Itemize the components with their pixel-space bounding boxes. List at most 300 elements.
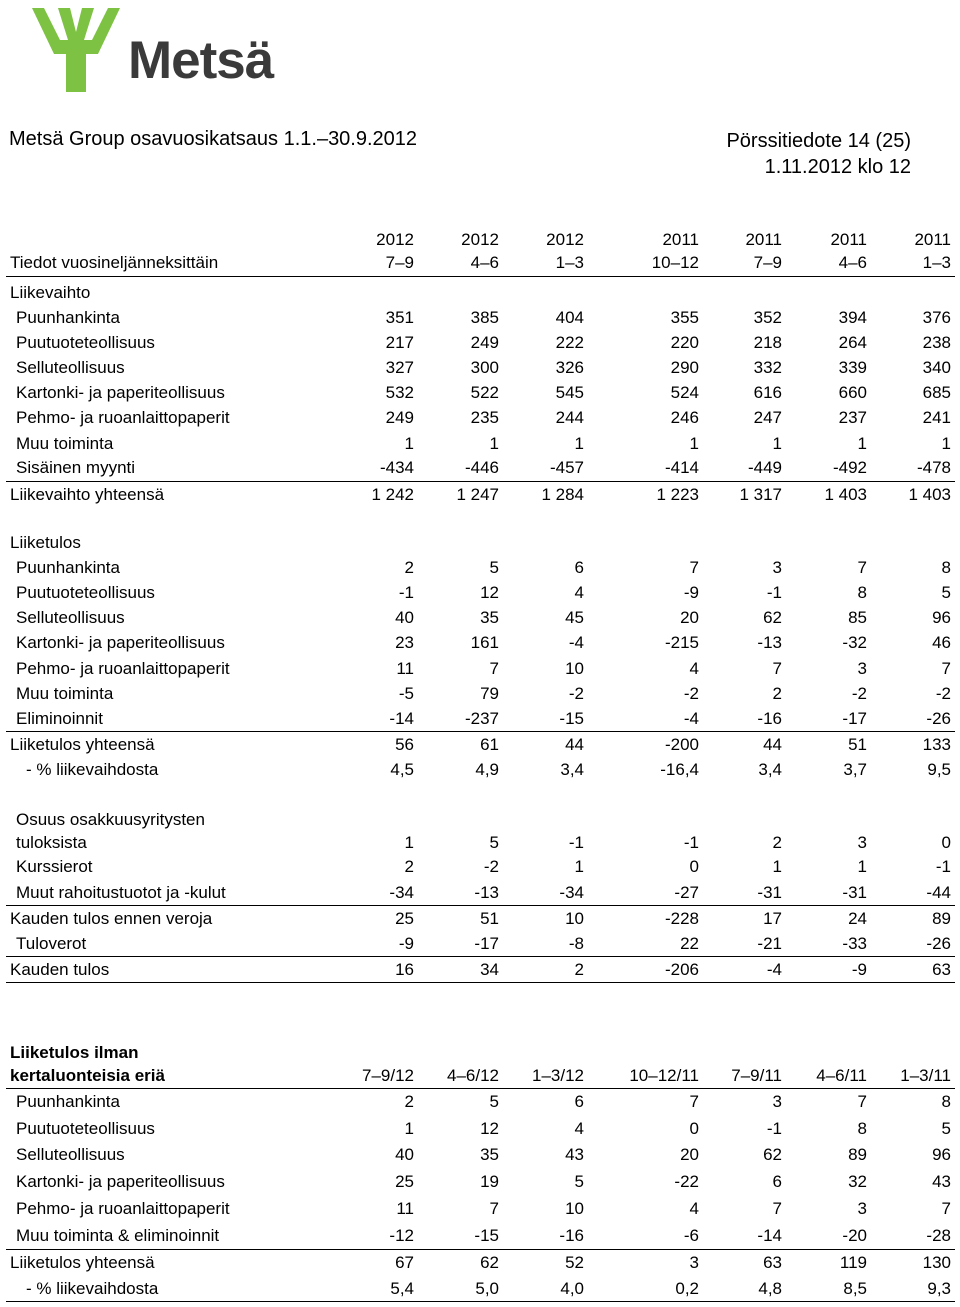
row-label: Pehmo- ja ruoanlaittopaperit — [16, 658, 230, 678]
value-cell: 246 — [670, 408, 699, 428]
value-cell: 4,8 — [703, 1276, 786, 1301]
section-row — [6, 530, 955, 555]
value-cell: 1 — [941, 433, 951, 453]
column-quarter: 4–6 — [470, 252, 499, 272]
table-row — [6, 330, 955, 355]
value-cell: 4 — [574, 583, 584, 603]
table-row — [6, 1169, 955, 1196]
value-cell: 0 — [689, 857, 699, 877]
value-cell: 3 — [857, 832, 867, 852]
value-cell: 7 — [857, 557, 867, 577]
table-row — [6, 606, 955, 631]
value-cell: 22 — [588, 932, 703, 957]
row-label: Eliminoinnit — [6, 706, 334, 731]
value-cell: 0 — [689, 1118, 699, 1138]
value-cell: 4,0 — [503, 1276, 588, 1301]
table-title-line: kertaluonteisia eriä — [10, 1066, 165, 1085]
value-cell: 5 — [489, 557, 499, 577]
value-cell: 1 — [857, 857, 867, 877]
column-year: 2011 — [745, 229, 782, 249]
table-row — [6, 656, 955, 681]
value-cell: 16 — [334, 957, 418, 983]
value-cell: 34 — [418, 957, 503, 983]
row-label: Muu toiminta — [16, 683, 114, 703]
value-cell: 9,3 — [871, 1276, 955, 1301]
row-label: Selluteollisuus — [16, 608, 125, 628]
value-cell: -2 — [483, 857, 499, 877]
value-cell: 7 — [689, 557, 699, 577]
value-cell: 235 — [470, 408, 499, 428]
value-cell: -1 — [398, 583, 414, 603]
value-cell: -28 — [871, 1222, 955, 1249]
value-cell: 1 — [489, 433, 499, 453]
value-cell: -2 — [683, 683, 699, 703]
row-label: Selluteollisuus — [16, 357, 125, 377]
value-cell: 133 — [922, 734, 951, 754]
value-cell: -21 — [703, 932, 786, 957]
value-cell: 3 — [857, 1199, 867, 1219]
value-cell: 7 — [489, 658, 499, 678]
value-cell: 332 — [753, 357, 782, 377]
table-row — [6, 1222, 955, 1249]
value-cell: 7 — [689, 1092, 699, 1112]
value-cell: 44 — [763, 734, 782, 754]
table-row — [6, 706, 955, 731]
table-title: Tiedot vuosineljänneksittäin — [6, 227, 334, 276]
value-cell: -492 — [786, 456, 871, 481]
value-cell: 1 — [404, 433, 414, 453]
value-cell: 23 — [395, 633, 414, 653]
value-cell: 5,4 — [334, 1276, 418, 1301]
logo-wordmark: Metsä — [128, 31, 274, 90]
spacer-cell — [6, 782, 955, 804]
value-cell: -414 — [588, 456, 703, 481]
release-info — [711, 128, 911, 180]
value-cell: 46 — [932, 633, 951, 653]
value-cell: 300 — [470, 357, 499, 377]
row-label-line: Osuus osakkuusyritysten — [16, 809, 205, 829]
value-cell: -449 — [703, 456, 786, 481]
value-cell: 7 — [772, 658, 782, 678]
column-quarter: 7–9 — [753, 252, 782, 272]
value-cell: 12 — [480, 583, 499, 603]
value-cell: -14 — [703, 1222, 786, 1249]
value-cell: 62 — [763, 608, 782, 628]
value-cell: -44 — [871, 881, 955, 906]
value-cell: 10 — [565, 658, 584, 678]
value-cell: 1 — [857, 433, 867, 453]
value-cell: -31 — [786, 881, 871, 906]
value-cell: 51 — [480, 908, 499, 928]
value-cell: -34 — [503, 881, 588, 906]
table-row — [6, 456, 955, 481]
value-cell: 62 — [480, 1253, 499, 1273]
column-year: 2012 — [546, 229, 584, 249]
column-quarter: 1–3 — [922, 252, 951, 272]
value-cell: 5 — [574, 1172, 584, 1192]
row-label: Kartonki- ja paperiteollisuus — [16, 383, 225, 403]
value-cell: 660 — [838, 383, 867, 403]
value-cell: -9 — [683, 583, 699, 603]
column-header: 4–6/11 — [786, 1041, 871, 1089]
value-cell: 7 — [941, 1199, 951, 1219]
value-cell: 96 — [932, 608, 951, 628]
row-label: Kauden tulos — [6, 957, 334, 983]
value-cell: 685 — [922, 383, 951, 403]
row-label: Muut rahoitustuotot ja -kulut — [6, 881, 334, 906]
value-cell: 11 — [396, 658, 414, 678]
value-cell: 12 — [480, 1118, 499, 1138]
value-cell: -1 — [683, 832, 699, 852]
value-cell: -13 — [418, 881, 503, 906]
column-year: 2011 — [662, 229, 699, 249]
value-cell: -2 — [851, 683, 867, 703]
value-cell: 264 — [838, 332, 867, 352]
document-title: Metsä Group osavuosikatsaus 1.1.–30.9.2012 — [9, 128, 418, 150]
value-cell: -22 — [674, 1172, 699, 1192]
table-row — [6, 881, 955, 906]
section-row — [6, 280, 955, 305]
value-cell: 11 — [396, 1199, 414, 1219]
value-cell: 1 403 — [824, 485, 867, 505]
value-cell: 3 — [857, 658, 867, 678]
value-cell: 1 — [404, 1118, 414, 1138]
value-cell: -1 — [766, 1118, 782, 1138]
table-title — [6, 1041, 334, 1089]
column-year: 2012 — [376, 229, 414, 249]
value-cell: 4,9 — [475, 759, 499, 779]
row-label: Kurssierot — [16, 857, 93, 877]
row-label: - % liikevaihdosta — [26, 759, 159, 779]
table-row — [6, 681, 955, 706]
row-label: Muu toiminta — [16, 433, 114, 453]
value-cell: 376 — [922, 307, 951, 327]
value-cell: 3,7 — [843, 759, 867, 779]
table-row — [6, 1249, 955, 1276]
column-year: 2011 — [830, 229, 867, 249]
column-header: 7–9/12 — [334, 1041, 418, 1089]
value-cell: -4 — [588, 706, 703, 731]
value-cell: -2 — [935, 683, 951, 703]
row-label — [6, 804, 334, 854]
row-label: Puunhankinta — [16, 1092, 120, 1112]
table-row — [6, 758, 955, 782]
value-cell: -215 — [664, 633, 699, 653]
spacer-row — [6, 782, 955, 804]
value-cell: 35 — [480, 608, 499, 628]
row-label: Sisäinen myynti — [6, 456, 334, 481]
value-cell: 119 — [839, 1253, 867, 1273]
row-label-line: tuloksista — [16, 832, 87, 852]
table-row — [6, 854, 955, 881]
value-cell: 2 — [503, 957, 588, 983]
value-cell: 1 — [574, 433, 584, 453]
release-number: Pörssitiedote 14 (25) — [726, 130, 911, 152]
row-label: Kartonki- ja paperiteollisuus — [16, 633, 225, 653]
value-cell: 218 — [753, 332, 782, 352]
value-cell: 9,5 — [927, 759, 951, 779]
value-cell: 44 — [565, 734, 584, 754]
value-cell: 385 — [470, 307, 499, 327]
value-cell: 222 — [555, 332, 584, 352]
row-label: Pehmo- ja ruoanlaittopaperit — [16, 1199, 230, 1219]
row-label: Puutuoteteollisuus — [16, 583, 155, 603]
column-header — [418, 227, 503, 276]
value-cell: 24 — [848, 908, 867, 928]
value-cell: -237 — [418, 706, 503, 731]
value-cell: -434 — [334, 456, 418, 481]
row-label: Selluteollisuus — [16, 1145, 125, 1165]
operating-result-excl-items-table — [6, 1041, 955, 1302]
moose-antler-logo-icon — [28, 4, 124, 96]
value-cell: 56 — [395, 734, 414, 754]
spacer-row — [6, 508, 955, 530]
value-cell: 8 — [941, 1092, 951, 1112]
value-cell: 7 — [941, 658, 951, 678]
value-cell: 1 317 — [739, 485, 782, 505]
value-cell: -26 — [871, 706, 955, 731]
value-cell: 532 — [385, 383, 414, 403]
value-cell: 3 — [772, 1092, 782, 1112]
value-cell: -16 — [703, 706, 786, 731]
section-title: Liiketulos — [10, 532, 81, 552]
table-row — [6, 1115, 955, 1142]
value-cell: 237 — [838, 408, 867, 428]
value-cell: 89 — [848, 1145, 867, 1165]
value-cell: 1 242 — [371, 485, 414, 505]
value-cell: 63 — [763, 1253, 782, 1273]
value-cell: 85 — [848, 608, 867, 628]
value-cell: 5 — [941, 1118, 951, 1138]
value-cell: -31 — [703, 881, 786, 906]
table-row — [6, 555, 955, 580]
value-cell: 8 — [857, 583, 867, 603]
value-cell: 220 — [670, 332, 699, 352]
value-cell: -12 — [334, 1222, 418, 1249]
value-cell: -5 — [398, 683, 414, 703]
column-header: 4–6/12 — [418, 1041, 503, 1089]
value-cell: 7 — [857, 1092, 867, 1112]
value-cell: -32 — [842, 633, 867, 653]
value-cell: -17 — [786, 706, 871, 731]
value-cell: 1 403 — [908, 485, 951, 505]
row-label: Liiketulos yhteensä — [10, 1253, 155, 1273]
value-cell: -33 — [786, 932, 871, 957]
value-cell: -16,4 — [660, 759, 699, 779]
column-quarter: 10–12 — [651, 252, 699, 272]
value-cell: -34 — [334, 881, 418, 906]
value-cell: 25 — [395, 1172, 414, 1192]
value-cell: 5 — [941, 583, 951, 603]
value-cell: 35 — [480, 1145, 499, 1165]
table-row — [6, 957, 955, 983]
row-label: Muu toiminta & eliminoinnit — [6, 1222, 334, 1249]
column-header: 7–9/11 — [703, 1041, 786, 1089]
metsa-logo — [28, 4, 274, 96]
value-cell: 241 — [922, 408, 951, 428]
table-row — [6, 431, 955, 456]
table-title-line: Liiketulos ilman — [10, 1043, 139, 1062]
value-cell: 8 — [941, 557, 951, 577]
release-date: 1.11.2012 klo 12 — [764, 156, 911, 178]
value-cell: -15 — [503, 706, 588, 731]
value-cell: 238 — [922, 332, 951, 352]
value-cell: -14 — [334, 706, 418, 731]
row-label: - % liikevaihdosta — [6, 1276, 334, 1301]
value-cell: 4 — [689, 1199, 699, 1219]
column-header — [786, 227, 871, 276]
value-cell: 290 — [670, 357, 699, 377]
value-cell: 19 — [480, 1172, 499, 1192]
value-cell: 3 — [772, 557, 782, 577]
section-title: Liikevaihto — [10, 282, 91, 302]
value-cell: 67 — [395, 1253, 414, 1273]
value-cell: -26 — [871, 932, 955, 957]
value-cell: 1 247 — [456, 485, 499, 505]
value-cell: 247 — [753, 408, 782, 428]
value-cell: 8 — [857, 1118, 867, 1138]
value-cell: 6 — [574, 557, 584, 577]
value-cell: 0,2 — [588, 1276, 703, 1301]
value-cell: 524 — [670, 383, 699, 403]
column-header — [588, 227, 703, 276]
value-cell: 130 — [922, 1253, 951, 1273]
value-cell: 63 — [871, 957, 955, 983]
table-row — [6, 1276, 955, 1301]
value-cell: -13 — [757, 633, 782, 653]
value-cell: 43 — [932, 1172, 951, 1192]
value-cell: 404 — [555, 307, 584, 327]
table-row — [6, 1196, 955, 1223]
column-year: 2011 — [914, 229, 951, 249]
value-cell: 0 — [941, 832, 951, 852]
value-cell: 1 284 — [541, 485, 584, 505]
row-label: Tuloverot — [6, 932, 334, 957]
table-row — [6, 804, 955, 854]
row-label: Puutuoteteollisuus — [16, 1118, 155, 1138]
column-header — [503, 227, 588, 276]
value-cell: 339 — [838, 357, 867, 377]
value-cell: 5,0 — [418, 1276, 503, 1301]
column-header: 1–3/12 — [503, 1041, 588, 1089]
table-row — [6, 1089, 955, 1116]
table-row — [6, 932, 955, 957]
table-row — [6, 906, 955, 932]
value-cell: -17 — [418, 932, 503, 957]
value-cell: 351 — [385, 307, 414, 327]
column-quarter: 4–6 — [838, 252, 867, 272]
value-cell: 89 — [932, 908, 951, 928]
spacer-cell — [6, 508, 955, 530]
row-label: Liiketulos yhteensä — [10, 734, 155, 754]
value-cell: 161 — [470, 633, 499, 653]
value-cell: -4 — [703, 957, 786, 983]
row-label: Liikevaihto yhteensä — [10, 485, 165, 505]
value-cell: 522 — [470, 383, 499, 403]
column-header — [334, 227, 418, 276]
value-cell: -8 — [503, 932, 588, 957]
table-row — [6, 406, 955, 431]
value-cell: 20 — [680, 1145, 699, 1165]
value-cell: 249 — [470, 332, 499, 352]
value-cell: 6 — [772, 1172, 782, 1192]
value-cell: 96 — [932, 1145, 951, 1165]
value-cell: 545 — [555, 383, 584, 403]
value-cell: -4 — [568, 633, 584, 653]
value-cell: -9 — [334, 932, 418, 957]
value-cell: -6 — [588, 1222, 703, 1249]
value-cell: 40 — [395, 608, 414, 628]
value-cell: -27 — [588, 881, 703, 906]
column-quarter: 7–9 — [385, 252, 414, 272]
row-label: Pehmo- ja ruoanlaittopaperit — [16, 408, 230, 428]
value-cell: 244 — [555, 408, 584, 428]
value-cell: 51 — [848, 734, 867, 754]
value-cell: -478 — [871, 456, 955, 481]
value-cell: 1 — [772, 857, 782, 877]
value-cell: 1 223 — [656, 485, 699, 505]
value-cell: -20 — [786, 1222, 871, 1249]
table-row — [6, 305, 955, 330]
table-row — [6, 481, 955, 508]
row-label: Puutuoteteollisuus — [16, 332, 155, 352]
value-cell: -1 — [766, 583, 782, 603]
value-cell: 8,5 — [786, 1276, 871, 1301]
value-cell: 2 — [772, 683, 782, 703]
value-cell: 7 — [489, 1199, 499, 1219]
value-cell: 25 — [395, 908, 414, 928]
value-cell: 5 — [489, 1092, 499, 1112]
value-cell: 7 — [772, 1199, 782, 1219]
value-cell: 217 — [385, 332, 414, 352]
value-cell: -1 — [568, 832, 584, 852]
value-cell: 52 — [565, 1253, 584, 1273]
column-header: 1–3/11 — [871, 1041, 955, 1089]
value-cell: 394 — [838, 307, 867, 327]
value-cell: 249 — [385, 408, 414, 428]
value-cell: -446 — [418, 456, 503, 481]
value-cell: -16 — [503, 1222, 588, 1249]
value-cell: 10 — [565, 1199, 584, 1219]
table-row — [6, 732, 955, 758]
value-cell: -9 — [786, 957, 871, 983]
value-cell: 79 — [480, 683, 499, 703]
column-year: 2012 — [461, 229, 499, 249]
value-cell: 10 — [565, 908, 584, 928]
value-cell: -206 — [588, 957, 703, 983]
table-row — [6, 1142, 955, 1169]
value-cell: -228 — [664, 908, 699, 928]
value-cell: 20 — [680, 608, 699, 628]
value-cell: 2 — [404, 857, 414, 877]
value-cell: 1 — [574, 857, 584, 877]
value-cell: 2 — [772, 832, 782, 852]
value-cell: 45 — [565, 608, 584, 628]
value-cell: 2 — [404, 557, 414, 577]
value-cell: 355 — [670, 307, 699, 327]
value-cell: 616 — [753, 383, 782, 403]
value-cell: 340 — [922, 357, 951, 377]
value-cell: -15 — [418, 1222, 503, 1249]
value-cell: 352 — [753, 307, 782, 327]
column-quarter: 1–3 — [555, 252, 584, 272]
table-header-row — [6, 227, 955, 276]
column-header — [871, 227, 955, 276]
value-cell: 61 — [480, 734, 499, 754]
value-cell: 4 — [689, 658, 699, 678]
value-cell: 1 — [772, 433, 782, 453]
value-cell: -200 — [664, 734, 699, 754]
